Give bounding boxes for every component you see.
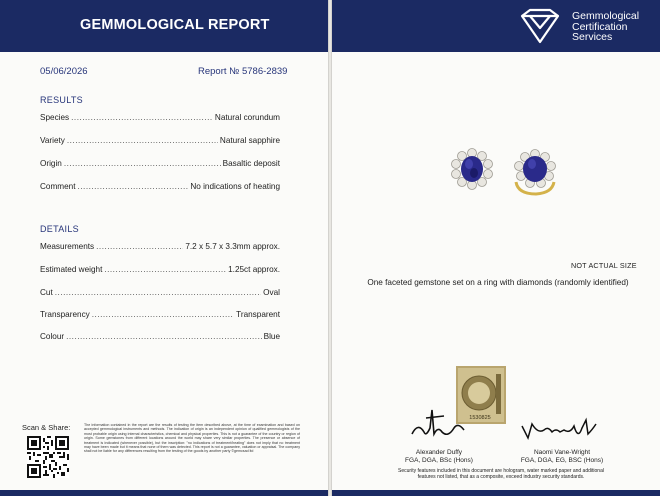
leader-dots: [67, 136, 218, 145]
row-label: Species: [40, 113, 70, 122]
report-date: 05/06/2026: [40, 66, 88, 77]
row-value: 1.25ct approx.: [228, 265, 280, 274]
brand-line: Certification: [572, 20, 628, 33]
leader-dots: [96, 242, 183, 251]
row-label: Variety: [40, 136, 65, 145]
row-label: Cut: [40, 288, 53, 297]
leader-dots: [71, 113, 213, 122]
left-header-band: [0, 0, 328, 52]
row-label: Origin: [40, 159, 62, 168]
row-label: Transparency: [40, 310, 90, 319]
ring-side-view-photo: [510, 148, 560, 196]
row-value: No indications of heating: [190, 182, 280, 191]
row-label: Comment: [40, 182, 76, 191]
result-row-comment: [40, 182, 280, 194]
results-title: RESULTS: [40, 95, 83, 105]
row-value: 7.2 x 5.7 x 3.3mm approx.: [185, 242, 280, 251]
detail-row-cut: [40, 288, 280, 300]
left-footer-band: [0, 490, 328, 496]
row-value: Natural sapphire: [219, 136, 280, 145]
hologram-number: 1530825: [469, 415, 491, 421]
row-label: Estimated weight: [40, 265, 103, 274]
report-number: Report № 5786-2839: [198, 66, 288, 77]
right-page: [332, 0, 660, 496]
signer-vane-wright: [502, 449, 622, 465]
leader-dots: [92, 310, 234, 319]
signer-name: Alexander Duffy: [415, 449, 463, 456]
row-value: Natural corundum: [214, 113, 280, 122]
report-title: GEMMOLOGICAL REPORT: [80, 17, 270, 33]
result-row-variety: [40, 136, 280, 148]
signer-credentials: FGA, DGA, EG, BSC (Hons): [520, 457, 604, 464]
row-label: Measurements: [40, 242, 95, 251]
right-footer-band: [332, 490, 660, 496]
detail-row-measurements: [40, 242, 280, 254]
brand-line: Gemmological: [572, 10, 640, 22]
ring-top-view-photo: [450, 148, 494, 190]
row-value: Blue: [263, 332, 280, 341]
scan-share-label: Scan & Share:: [22, 423, 71, 432]
leader-dots: [104, 265, 226, 274]
signature-vane-wright-icon: [516, 404, 598, 446]
qr-code-icon[interactable]: [27, 436, 69, 478]
leader-dots: [66, 332, 261, 341]
left-page: [0, 0, 328, 496]
leader-dots: [78, 182, 189, 191]
signature-duffy-icon: [404, 404, 474, 446]
leader-dots: [64, 159, 221, 168]
row-value: Transparent: [236, 310, 280, 319]
row-label: Colour: [40, 332, 65, 341]
row-value: Basaltic deposit: [222, 159, 280, 168]
not-actual-size-note: NOT ACTUAL SIZE: [571, 261, 637, 270]
leader-dots: [55, 288, 261, 297]
details-title: DETAILS: [40, 224, 79, 234]
result-row-origin: [40, 159, 280, 171]
detail-row-colour: [40, 332, 280, 344]
disclaimer-text: The information contained in the report are the results of testing the item described above, at the time of examination and based on accepted gemmological instruments and methods. The indication of origin is an independent opinion of qualified gemmologists of the most probable origin using internal characteristics, chemical and physical properties. This is not a guarantee of the country or region of origin. Some gemstones from different locations around the world may share very similar properties. The presence or absence of treatment is indicated (whenever possible), but the inscription: "no indications of treatment/heating" does not imply that no treatment may have been made but it means that none of them was detected. This report is not a guarantee, valuation or appraisal. The company shall not be liable for any differences resulting from the testing of the goods by another party ©gemcsad ltd: [84, 423, 300, 454]
security-note: Security features included in this document are hologram, water marked paper and additional features not listed, that as a composite, exceed industry security standards.: [398, 468, 604, 480]
item-description: One faceted gemstone set on a ring with diamonds (randomly identified): [367, 278, 629, 287]
signer-duffy: [384, 449, 494, 465]
row-value: Oval: [263, 288, 280, 297]
detail-row-transparency: [40, 310, 280, 322]
brand-line: Services: [572, 31, 613, 43]
detail-row-weight: [40, 265, 280, 277]
signer-name: Naomi Vane-Wright: [533, 449, 591, 456]
gcs-logo-icon: [516, 8, 564, 44]
brand-name: [572, 11, 639, 43]
signer-credentials: FGA, DGA, BSc (Hons): [405, 457, 473, 464]
result-row-species: [40, 113, 280, 125]
right-header-band: [332, 0, 660, 52]
